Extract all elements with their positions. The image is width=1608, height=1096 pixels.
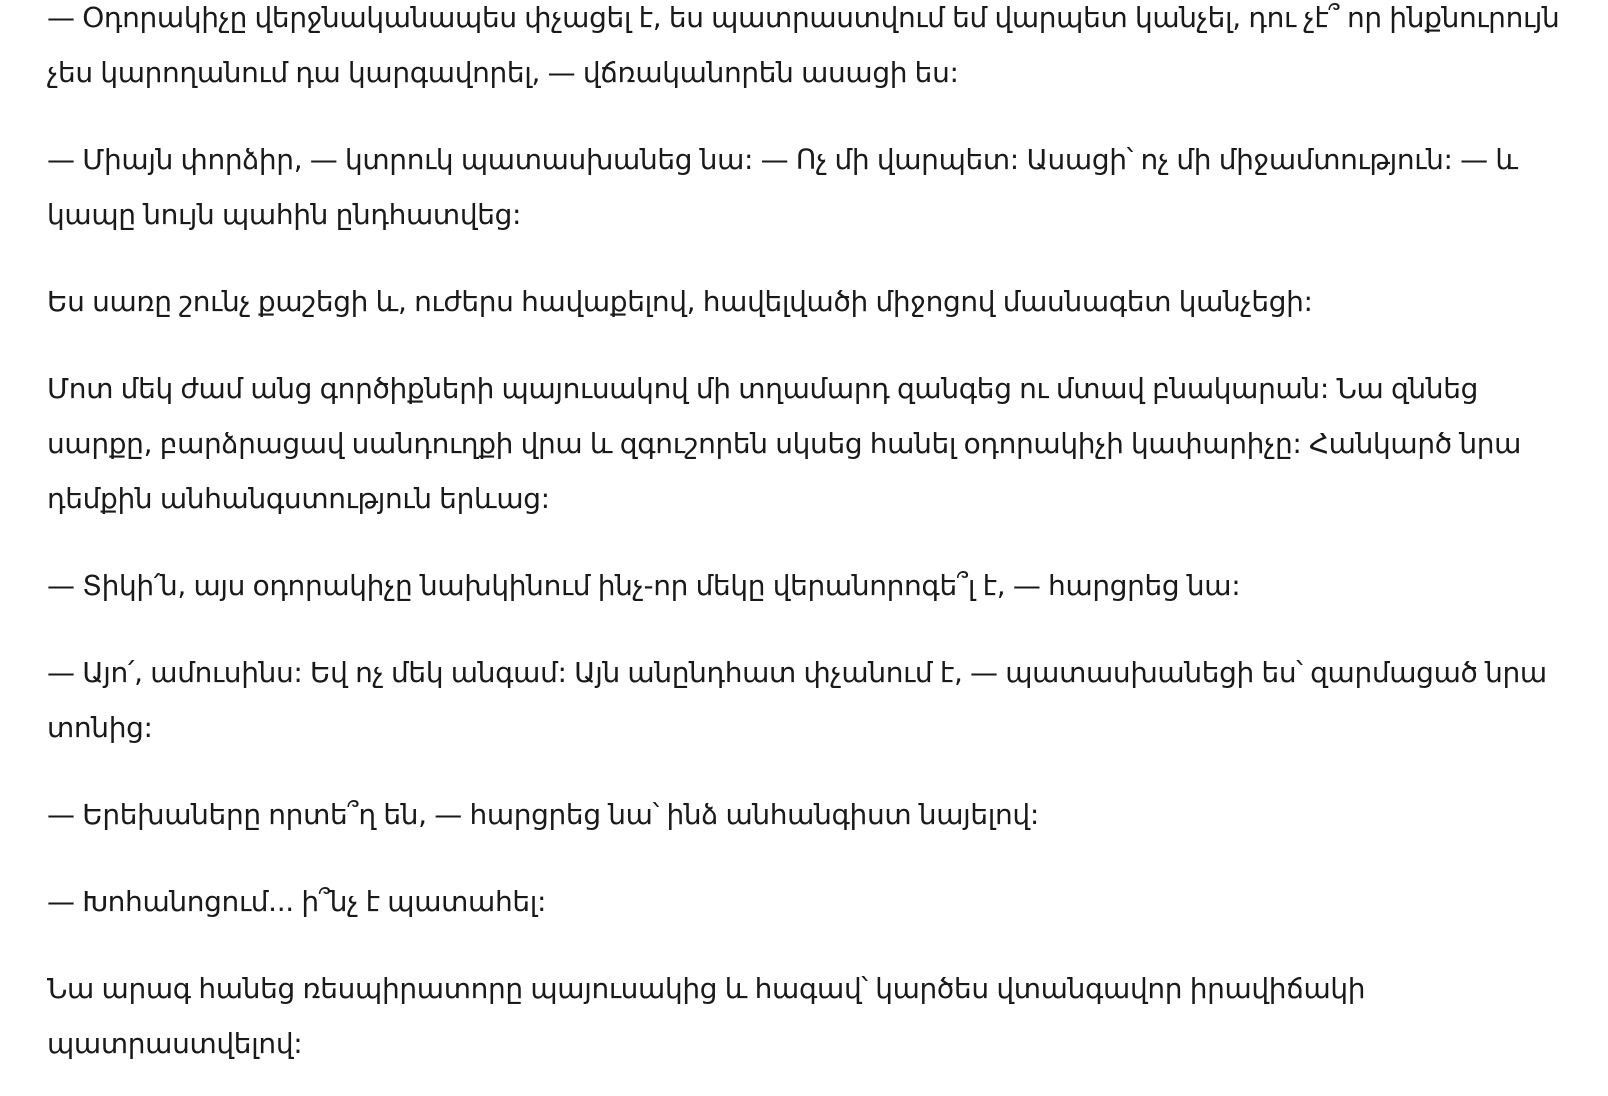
paragraph: Մոտ մեկ ժամ անց գործիքների պայուսակով մի տղամարդ զանգեց ու մտավ բնակարան: Նա զննեց սարքը, բարձրացավ սանդուղքի վրա և զգուշորեն սկսեց հանել օդորակիչի կափարիչը: Հանկարծ նրա դեմքին անհանգստություն երևաց: — [47, 372, 1522, 515]
paragraph: — Այո՛, ամուսինս: Եվ ոչ մեկ անգամ: Այն անընդհատ փչանում է, — պատասխանեցի ես՝ զարմացած նրա տոնից: — [47, 656, 1547, 744]
paragraph: — Միայն փորձիր, — կտրուկ պատասխանեց նա: — Ոչ մի վարպետ: Ասացի՝ ոչ մի միջամտություն: — և կապը նույն պահին ընդհատվեց: — [47, 143, 1518, 231]
paragraph: — Տիկի՛ն, այս օդորակիչը նախկինում ինչ-որ մեկը վերանորոգե՞լ է, — հարցրեց նա: — [47, 569, 1241, 602]
paragraph: — Երեխաները որտե՞ղ են, — հարցրեց նա՝ ինձ անհանգիստ նայելով: — [47, 798, 1039, 831]
paragraph: — Օդորակիչը վերջնականապես փչացել է, ես պատրաստվում եմ վարպետ կանչել, դու չէ՞ որ ինքնուրույն չես կարողանում դա կարգավորել, — վճռականորեն ասացի ես: — [47, 1, 1560, 89]
paragraph: Ես սառը շունչ քաշեցի և, ուժերս հավաքելով, հավելվածի միջոցով մասնագետ կանչեցի: — [47, 285, 1313, 318]
paragraph: — Խոհանոցում... ի՞նչ է պատահել: — [47, 885, 547, 918]
paragraph: Նա արագ հանեց ռեսպիրատորը պայուսակից և հագավ՝ կարծես վտանգավոր իրավիճակի պատրաստվելով: — [47, 972, 1366, 1060]
